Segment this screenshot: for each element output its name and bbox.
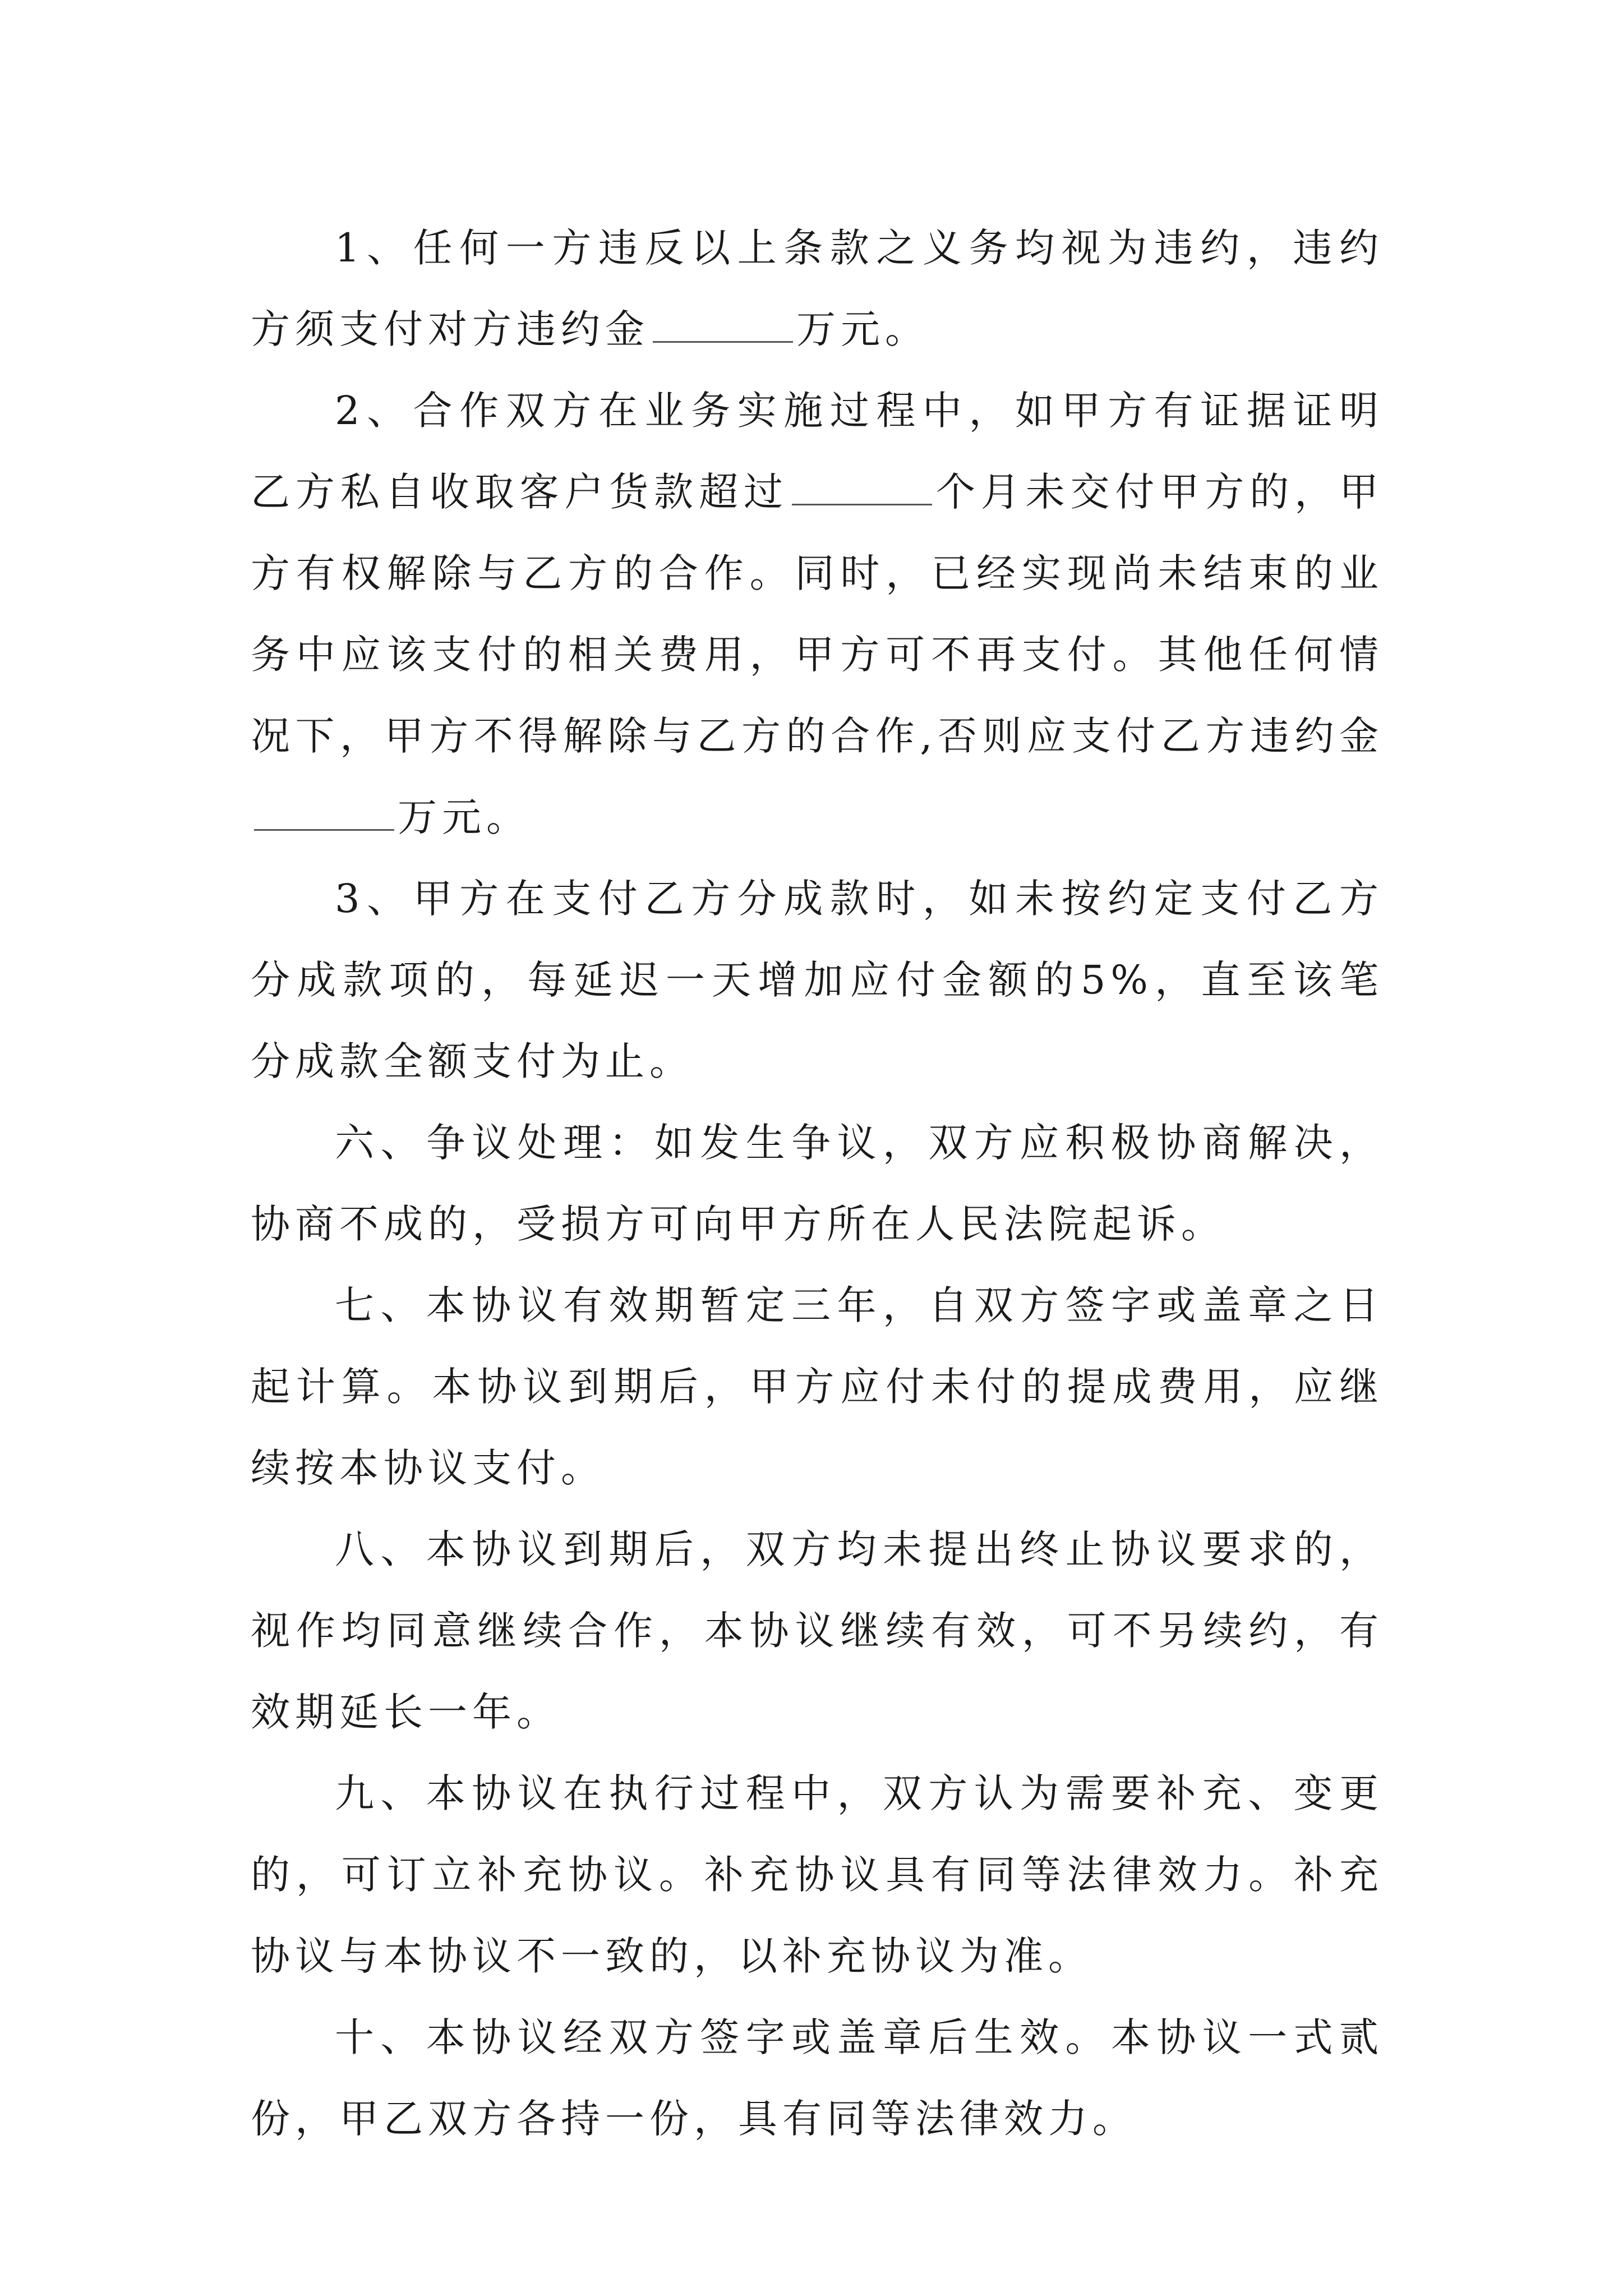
clause-text: 九、本协议在执行过程中，双方认为需要补充、变更的，可订立补充协议。补充协议具有同等法律效力。补充协议与本协议不一致的，以补充协议为准。 [251,1770,1384,1979]
clause-text: 2、合作双方在业务实施过程中，如甲方有证据证明乙方私自收取客户货款超过 [251,388,1384,515]
clause-text: 七、本协议有效期暂定三年，自双方签字或盖章之日起计算。本协议到期后，甲方应付未付的提成费用，应继续按本协议支付。 [251,1282,1384,1491]
clause-text: 八、本协议到期后，双方均未提出终止协议要求的，视作均同意继续合作，本协议继续有效，可不另续约，有效期延长一年。 [251,1526,1384,1735]
clause-3-late-payment [251,858,1384,1102]
clause-1-penalty [251,208,1384,370]
section-6-dispute [251,1102,1384,1265]
section-7-term [251,1265,1384,1509]
clause-text: 1、任何一方违反以上条款之义务均视为违约，违约方须支付对方违约金 [251,225,1384,352]
clause-text: 3、甲方在支付乙方分成款时，如未按约定支付乙方分成款项的，每延迟一天增加应付金额的5%，直至该笔分成款全额支付为止。 [251,876,1384,1084]
section-8-renewal [251,1509,1384,1753]
clause-text: 个月未交付甲方的，甲方有权解除与乙方的合作。同时，已经实现尚未结束的业务中应该支付的相关费用，甲方可不再支付。其他任何情况下，甲方不得解除与乙方的合作,否则应支付乙方违约金 [251,469,1384,759]
clause-2-termination [251,370,1384,858]
fill-in-blank[interactable] [653,307,793,343]
document-body [251,208,1384,2160]
clause-text: 十、本协议经双方签字或盖章后生效。本协议一式贰份，甲乙双方各持一份，具有同等法律效力。 [251,2014,1384,2142]
section-10-effect [251,1997,1384,2160]
clause-text: 六、争议处理：如发生争议，双方应积极协商解决，协商不成的，受损方可向甲方所在人民法院起诉。 [251,1120,1384,1247]
clause-text: 万元。 [796,306,929,352]
fill-in-blank[interactable] [792,470,932,505]
section-9-supplement [251,1753,1384,1997]
fill-in-blank[interactable] [254,795,394,831]
clause-text: 万元。 [398,794,531,840]
